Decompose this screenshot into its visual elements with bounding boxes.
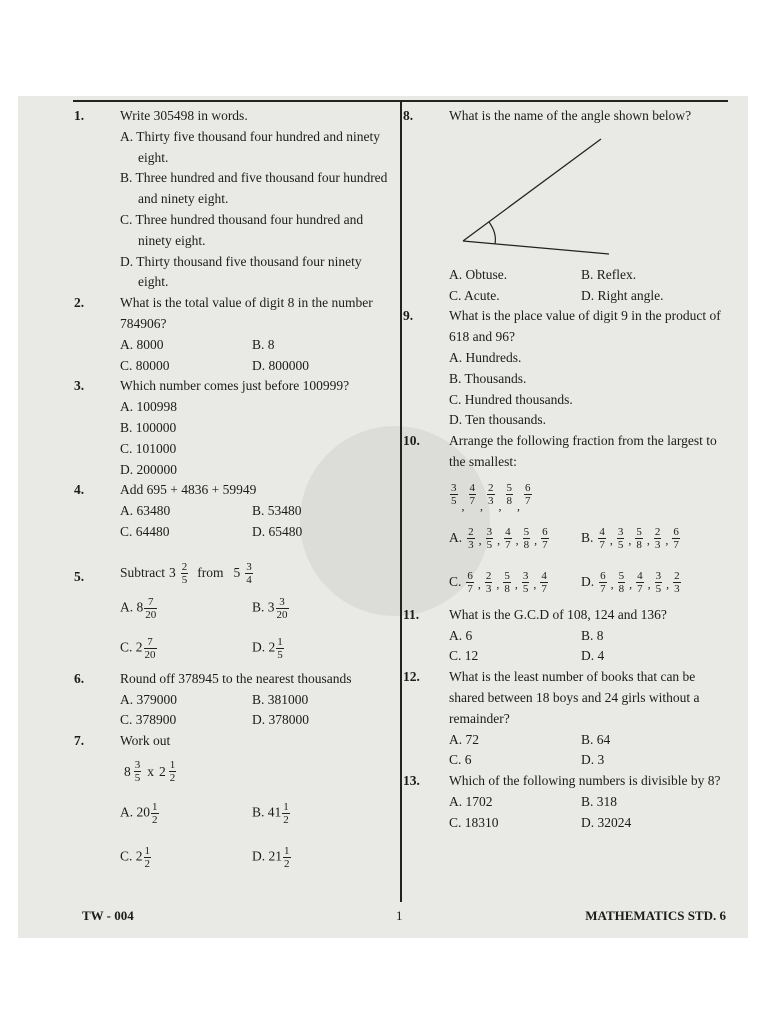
comma: , (610, 577, 614, 592)
option-d[interactable]: D. Thirty thousand five thousand four ninety eight. (120, 253, 362, 290)
option-a[interactable]: A. 72 (449, 731, 479, 747)
fraction: $\frac{5}{8}$ (636, 526, 642, 552)
fraction: $\frac{5}{8}$ (506, 482, 512, 508)
comma: , (480, 498, 483, 513)
comma: , (646, 533, 650, 548)
option-a[interactable]: A. Hundreds. (449, 349, 522, 365)
option-a[interactable]: A. 20 $\frac{1}{2}$ (120, 801, 158, 827)
fraction: $\frac{3}{5}$ (486, 526, 493, 552)
question-number: 1. (74, 108, 85, 123)
fraction: $\frac{2}{3}$ (654, 526, 661, 552)
subtract-word: Subtract (120, 565, 165, 581)
question-number: 5. (74, 568, 85, 584)
question-4 (74, 480, 392, 542)
question-number: 4. (74, 482, 85, 498)
option-b[interactable]: B. 53480 (252, 503, 302, 519)
fraction: $\frac{3}{4}$ (246, 561, 252, 587)
option-b[interactable]: B. Three hundred and five thousand four hundred and ninety eight. (120, 170, 388, 207)
comma: , (533, 577, 537, 592)
option-a[interactable]: A. 1702 (449, 793, 493, 809)
question-7 (74, 731, 392, 880)
option-b[interactable]: B. 8 (252, 336, 275, 352)
fraction: $\frac{2}{3}$ (488, 482, 494, 508)
option-c[interactable]: C. 2 $\frac{7}{20}$ (120, 636, 156, 662)
option-c[interactable]: C. Three hundred thousand four hundred and ninety eight. (120, 211, 364, 248)
option-a[interactable]: A. 379000 (120, 691, 177, 707)
question-2 (74, 293, 392, 376)
option-d[interactable]: D. Right angle. (581, 287, 664, 303)
question-text: What is the least number of books that can be shared between 18 boys and 24 girls without a remainder? (449, 669, 700, 726)
question-5 (74, 559, 392, 669)
question-10 (403, 431, 728, 605)
column-divider (400, 102, 402, 902)
option-a[interactable]: A. 6 (449, 627, 473, 643)
exam-sheet (18, 96, 748, 938)
option-c[interactable]: C. 18310 (449, 814, 499, 830)
footer-code: TW - 004 (82, 908, 134, 923)
question-text: What is the place value of digit 9 in the product of 618 and 96? (449, 308, 721, 345)
footer-subject: MATHEMATICS STD. 6 (585, 908, 726, 923)
question-number: 12. (403, 669, 420, 685)
option-d[interactable]: D. 2 $\frac{1}{5}$ (252, 636, 283, 662)
question-9 (403, 306, 728, 431)
option-d[interactable]: D. Ten thousands. (449, 412, 547, 428)
right-column (403, 106, 728, 834)
fraction: $\frac{5}{8}$ (618, 570, 625, 596)
question-number: 8. (403, 108, 414, 123)
comma: , (478, 533, 482, 548)
question-text: What is the G.C.D of 108, 124 and 136? (449, 606, 667, 622)
option-c[interactable]: C. 2 $\frac{1}{2}$ (120, 845, 151, 871)
option-b[interactable]: B. 381000 (252, 691, 309, 707)
comma: , (647, 577, 651, 592)
question-number: 7. (74, 733, 85, 749)
comma: , (629, 577, 633, 592)
option-a[interactable]: A. 100998 (120, 399, 177, 415)
question-text: Arrange the following fraction from the largest to the smallest: (449, 433, 717, 469)
page-number: 1 (396, 908, 403, 923)
option-b[interactable]: B. 3 $\frac{3}{20}$ (252, 596, 288, 622)
comma: , (514, 577, 518, 592)
acute-angle-diagram (449, 133, 619, 263)
comma: , (666, 577, 670, 592)
question-number: 6. (74, 670, 85, 686)
option-b[interactable]: B. 64 (581, 731, 611, 747)
question-number: 11. (403, 606, 420, 622)
fraction: $\frac{4}{7}$ (505, 526, 511, 552)
question-13 (403, 771, 728, 833)
question-number: 2. (74, 295, 85, 311)
question-8 (403, 106, 728, 306)
fraction: $\frac{3}{5}$ (655, 570, 662, 596)
option-c[interactable]: C. Hundred thousands. (449, 391, 573, 407)
comma: , (496, 577, 500, 592)
fraction: $\frac{4}{7}$ (599, 526, 605, 552)
option-d[interactable]: D. $\frac{6}{7}$ , $\frac{5}{8}$ , $\frac{4}{7}$ , $\frac{3}{5}$ , $\frac{2}{3}$ (581, 570, 680, 596)
fraction: $\frac{5}{8}$ (504, 570, 510, 596)
comma: , (515, 533, 519, 548)
question-11 (403, 605, 728, 667)
mixed-whole: 5 (233, 565, 241, 581)
option-d[interactable]: D. 200000 (120, 461, 177, 477)
question-text: What is the name of the angle shown below? (449, 108, 692, 123)
option-b[interactable]: B. 41 $\frac{1}{2}$ (252, 801, 289, 827)
question-text: Which number comes just before 100999? (120, 378, 350, 394)
fraction: $\frac{2}{3}$ (674, 570, 680, 596)
comma: , (517, 498, 520, 513)
question-number: 3. (74, 378, 85, 394)
question-3 (74, 376, 392, 480)
given-fractions (449, 473, 533, 517)
option-b[interactable]: B. 100000 (120, 419, 177, 435)
option-c[interactable]: C. 12 (449, 648, 479, 664)
option-c[interactable]: C. 6 (449, 752, 472, 768)
option-a[interactable]: A. Obtuse. (449, 266, 508, 282)
question-text: Write 305498 in words. (120, 108, 248, 123)
question-12 (403, 667, 728, 771)
comma: , (609, 533, 613, 548)
comma: , (477, 577, 481, 592)
question-number: 9. (403, 308, 414, 324)
comma: , (628, 533, 632, 548)
left-column (74, 106, 392, 880)
option-d[interactable]: D. 3 (581, 752, 605, 768)
option-d[interactable]: D. 378000 (252, 712, 309, 728)
comma: , (461, 498, 465, 513)
option-a[interactable]: A. 8 $\frac{7}{20}$ (120, 596, 157, 622)
fraction: $\frac{6}{7}$ (467, 570, 473, 596)
option-d[interactable]: D. 4 (581, 648, 605, 664)
option-c[interactable]: C. 378900 (120, 712, 177, 728)
option-d[interactable]: D. 800000 (252, 357, 309, 373)
comma: , (534, 533, 538, 548)
option-c[interactable]: C. Acute. (449, 287, 500, 303)
option-c[interactable]: C. $\frac{6}{7}$ , $\frac{2}{3}$ , $\frac{5}{8}$ , $\frac{3}{5}$ , $\frac{4}{7}$ (449, 570, 547, 596)
option-a[interactable]: A. 8000 (120, 336, 164, 352)
question-number: 10. (403, 433, 420, 449)
fraction: $\frac{4}{7}$ (469, 482, 475, 508)
fraction: $\frac{3}{5}$ (522, 570, 529, 596)
option-b[interactable]: B. 8 (581, 627, 604, 643)
option-c[interactable]: C. 80000 (120, 357, 170, 373)
comma: , (498, 498, 502, 513)
fraction: $\frac{6}{7}$ (542, 526, 548, 552)
question-text (120, 559, 392, 589)
fraction: $\frac{2}{3}$ (468, 526, 474, 552)
fraction: $\frac{6}{7}$ (673, 526, 679, 552)
option-a[interactable]: A. Thirty five thousand four hundred and ninety eight. (120, 128, 380, 165)
question-number: 13. (403, 773, 420, 789)
option-a[interactable]: A. $\frac{2}{3}$ , $\frac{3}{5}$ , $\frac{4}{7}$ , $\frac{5}{8}$ , $\frac{6}{7}$ (449, 526, 548, 552)
comma: , (665, 533, 669, 548)
fraction: $\frac{4}{7}$ (541, 570, 547, 596)
mixed-whole: 3 (169, 565, 176, 581)
fraction: $\frac{6}{7}$ (525, 482, 531, 508)
fraction: $\frac{3}{5}$ (451, 482, 457, 508)
question-text: What is the total value of digit 8 in the number 784906? (120, 295, 373, 331)
option-a[interactable]: A. 63480 (120, 503, 171, 519)
expression: 8 $\frac{3}{5}$ x 2 $\frac{1}{2}$ (124, 759, 176, 785)
question-text: Add 695 + 4836 + 59949 (120, 482, 257, 498)
fraction: $\frac{6}{7}$ (600, 570, 606, 596)
from-word: from (197, 565, 224, 581)
fraction: $\frac{4}{7}$ (637, 570, 643, 596)
option-d[interactable]: D. 21 $\frac{1}{2}$ (252, 845, 290, 871)
question-text: Round off 378945 to the nearest thousands (120, 670, 352, 686)
question-text: Which of the following numbers is divisible by 8? (449, 773, 721, 789)
comma: , (497, 533, 501, 548)
option-c[interactable]: C. 101000 (120, 440, 177, 456)
fraction: $\frac{3}{5}$ (617, 526, 624, 552)
option-b[interactable]: B. $\frac{4}{7}$ , $\frac{3}{5}$ , $\frac{5}{8}$ , $\frac{2}{3}$ , $\frac{6}{7}$ (581, 526, 679, 552)
question-1 (74, 106, 392, 293)
option-b[interactable]: B. Reflex. (581, 266, 637, 282)
option-d[interactable]: D. 32024 (581, 814, 632, 830)
question-6 (74, 669, 392, 731)
fraction: $\frac{5}{8}$ (523, 526, 530, 552)
option-b[interactable]: B. Thousands. (449, 370, 527, 386)
option-b[interactable]: B. 318 (581, 793, 618, 809)
option-d[interactable]: D. 65480 (252, 523, 303, 539)
option-c[interactable]: C. 64480 (120, 523, 170, 539)
fraction: $\frac{2}{3}$ (485, 570, 492, 596)
fraction: $\frac{2}{5}$ (181, 561, 188, 587)
question-text: Work out (120, 733, 171, 749)
